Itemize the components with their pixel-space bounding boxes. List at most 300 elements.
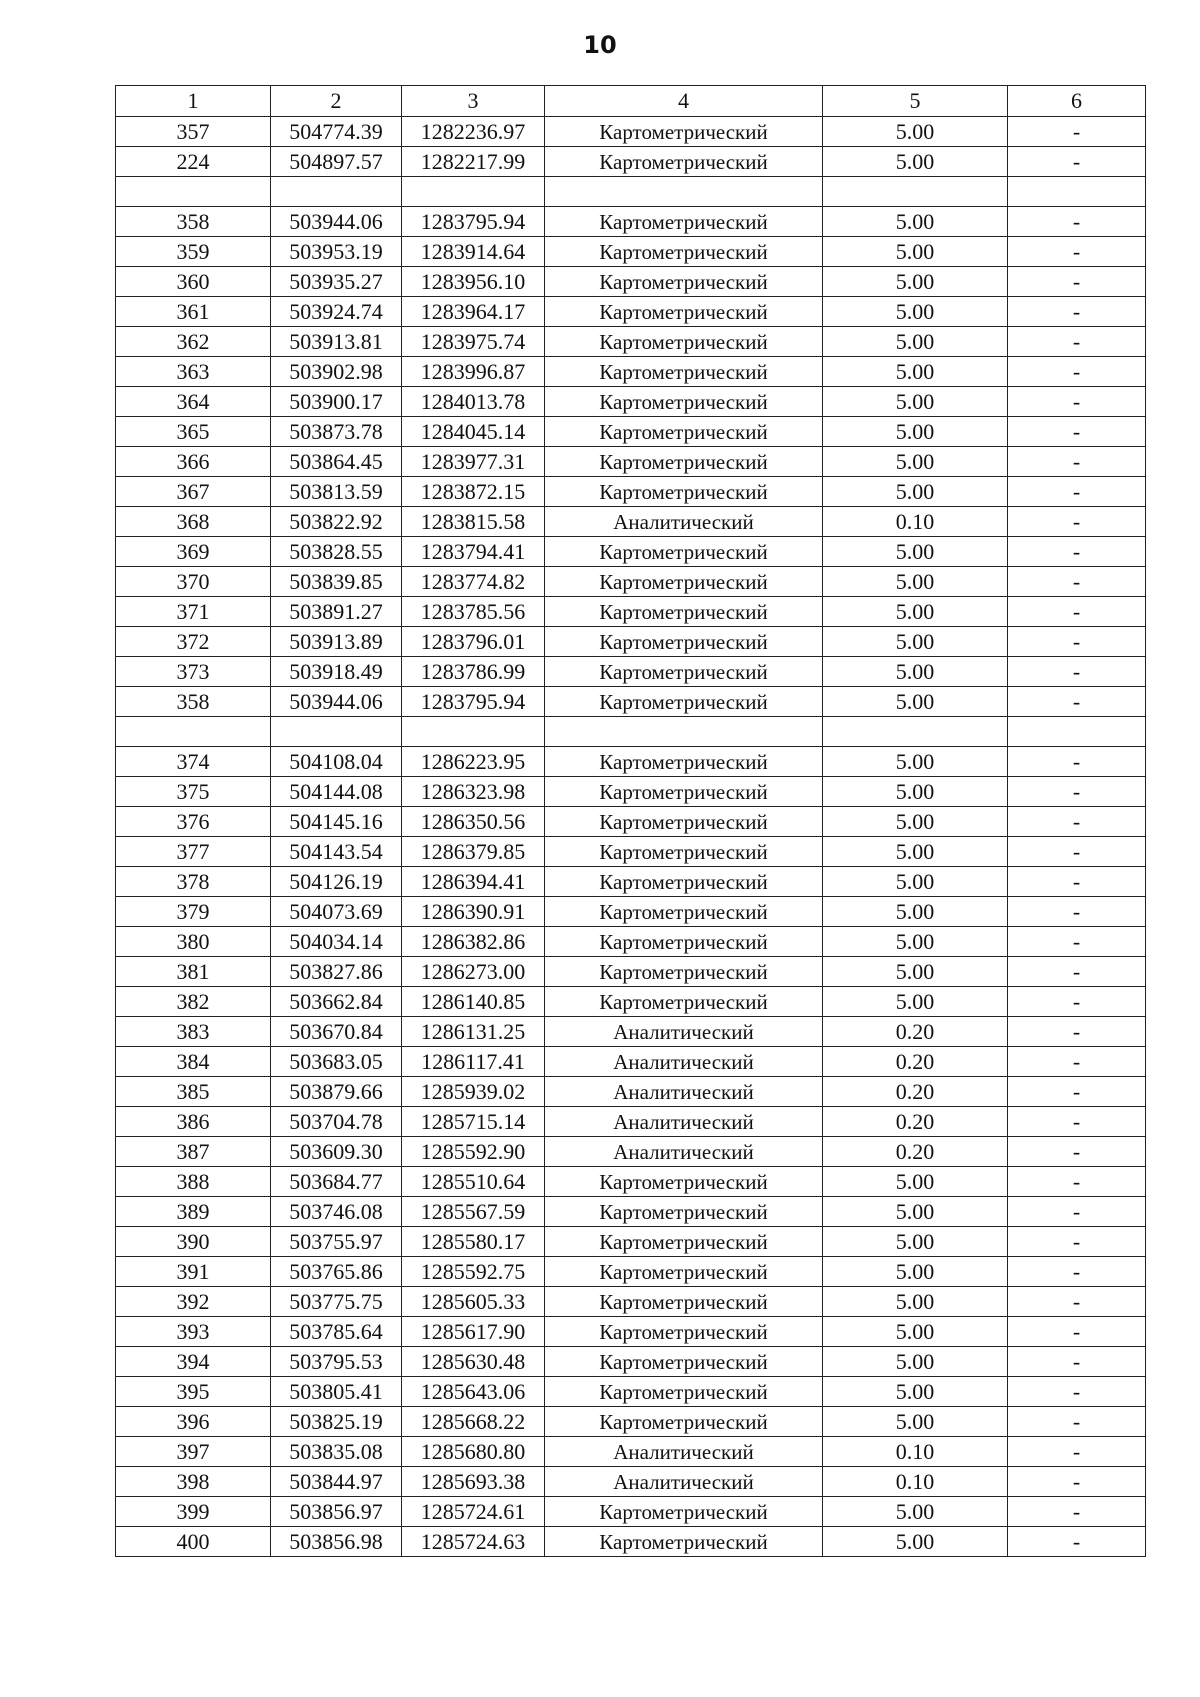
method-cell: Картометрический [545, 417, 823, 447]
note-cell: - [1008, 837, 1146, 867]
method-cell: Картометрический [545, 1347, 823, 1377]
point-number-cell: 388 [116, 1167, 271, 1197]
point-number-cell: 357 [116, 117, 271, 147]
table-row [116, 867, 1146, 897]
y-coordinate-cell: 1285715.14 [402, 1107, 545, 1137]
point-number-cell: 364 [116, 387, 271, 417]
note-cell: - [1008, 1527, 1146, 1557]
y-coordinate-cell: 1283996.87 [402, 357, 545, 387]
accuracy-cell: 5.00 [823, 1167, 1008, 1197]
note-cell: - [1008, 897, 1146, 927]
table-row [116, 297, 1146, 327]
note-cell: - [1008, 1227, 1146, 1257]
method-cell: Аналитический [545, 1467, 823, 1497]
method-cell: Картометрический [545, 837, 823, 867]
note-cell: - [1008, 357, 1146, 387]
accuracy-cell: 5.00 [823, 1347, 1008, 1377]
point-number-cell: 385 [116, 1077, 271, 1107]
column-header: 6 [1008, 86, 1146, 117]
table-row [116, 957, 1146, 987]
table-row [116, 1017, 1146, 1047]
accuracy-cell: 5.00 [823, 1197, 1008, 1227]
y-coordinate-cell [402, 717, 545, 747]
x-coordinate-cell: 503765.86 [271, 1257, 402, 1287]
method-cell: Аналитический [545, 1107, 823, 1137]
method-cell: Картометрический [545, 477, 823, 507]
column-header: 1 [116, 86, 271, 117]
y-coordinate-cell: 1285592.75 [402, 1257, 545, 1287]
x-coordinate-cell: 503785.64 [271, 1317, 402, 1347]
method-cell: Картометрический [545, 147, 823, 177]
point-number-cell: 374 [116, 747, 271, 777]
method-cell: Картометрический [545, 387, 823, 417]
x-coordinate-cell: 503755.97 [271, 1227, 402, 1257]
table-row [116, 1197, 1146, 1227]
table-row [116, 837, 1146, 867]
point-number-cell: 400 [116, 1527, 271, 1557]
accuracy-cell: 5.00 [823, 1257, 1008, 1287]
x-coordinate-cell: 504144.08 [271, 777, 402, 807]
note-cell: - [1008, 267, 1146, 297]
note-cell: - [1008, 1407, 1146, 1437]
table-row [116, 1377, 1146, 1407]
x-coordinate-cell: 503839.85 [271, 567, 402, 597]
point-number-cell [116, 177, 271, 207]
x-coordinate-cell: 504073.69 [271, 897, 402, 927]
method-cell: Картометрический [545, 597, 823, 627]
note-cell: - [1008, 597, 1146, 627]
column-header: 3 [402, 86, 545, 117]
table-row [116, 237, 1146, 267]
point-number-cell: 365 [116, 417, 271, 447]
note-cell: - [1008, 1497, 1146, 1527]
point-number-cell: 366 [116, 447, 271, 477]
y-coordinate-cell: 1282236.97 [402, 117, 545, 147]
x-coordinate-cell: 503775.75 [271, 1287, 402, 1317]
table-row [116, 1077, 1146, 1107]
table-row [116, 897, 1146, 927]
y-coordinate-cell: 1285724.63 [402, 1527, 545, 1557]
accuracy-cell: 5.00 [823, 327, 1008, 357]
table-row [116, 447, 1146, 477]
y-coordinate-cell: 1285630.48 [402, 1347, 545, 1377]
note-cell: - [1008, 807, 1146, 837]
method-cell: Картометрический [545, 957, 823, 987]
note-cell: - [1008, 1377, 1146, 1407]
point-number-cell: 386 [116, 1107, 271, 1137]
x-coordinate-cell: 503856.97 [271, 1497, 402, 1527]
point-number-cell: 379 [116, 897, 271, 927]
accuracy-cell: 5.00 [823, 957, 1008, 987]
method-cell: Картометрический [545, 927, 823, 957]
y-coordinate-cell: 1283774.82 [402, 567, 545, 597]
accuracy-cell: 5.00 [823, 417, 1008, 447]
accuracy-cell: 5.00 [823, 1287, 1008, 1317]
note-cell: - [1008, 387, 1146, 417]
point-number-cell: 363 [116, 357, 271, 387]
method-cell: Аналитический [545, 507, 823, 537]
table-body [116, 117, 1146, 1557]
table-row [116, 567, 1146, 597]
accuracy-cell: 5.00 [823, 537, 1008, 567]
method-cell: Аналитический [545, 1437, 823, 1467]
x-coordinate-cell [271, 177, 402, 207]
method-cell: Картометрический [545, 297, 823, 327]
y-coordinate-cell: 1286140.85 [402, 987, 545, 1017]
point-number-cell [116, 717, 271, 747]
point-number-cell: 380 [116, 927, 271, 957]
point-number-cell: 362 [116, 327, 271, 357]
table-row [116, 267, 1146, 297]
note-cell: - [1008, 1137, 1146, 1167]
table-row [116, 477, 1146, 507]
table-row [116, 1167, 1146, 1197]
accuracy-cell [823, 717, 1008, 747]
y-coordinate-cell: 1283815.58 [402, 507, 545, 537]
table-row [116, 1137, 1146, 1167]
x-coordinate-cell: 503902.98 [271, 357, 402, 387]
x-coordinate-cell: 503704.78 [271, 1107, 402, 1137]
x-coordinate-cell: 503670.84 [271, 1017, 402, 1047]
x-coordinate-cell: 503924.74 [271, 297, 402, 327]
method-cell: Картометрический [545, 867, 823, 897]
table-row [116, 177, 1146, 207]
y-coordinate-cell: 1283785.56 [402, 597, 545, 627]
note-cell: - [1008, 1017, 1146, 1047]
point-number-cell: 395 [116, 1377, 271, 1407]
note-cell: - [1008, 567, 1146, 597]
point-number-cell: 360 [116, 267, 271, 297]
note-cell: - [1008, 747, 1146, 777]
x-coordinate-cell: 503609.30 [271, 1137, 402, 1167]
x-coordinate-cell [271, 717, 402, 747]
note-cell: - [1008, 297, 1146, 327]
table-header-row [116, 86, 1146, 117]
column-header: 5 [823, 86, 1008, 117]
table-row [116, 987, 1146, 1017]
y-coordinate-cell: 1283796.01 [402, 627, 545, 657]
table-row [116, 537, 1146, 567]
x-coordinate-cell: 503844.97 [271, 1467, 402, 1497]
accuracy-cell: 5.00 [823, 147, 1008, 177]
note-cell: - [1008, 927, 1146, 957]
accuracy-cell: 5.00 [823, 687, 1008, 717]
y-coordinate-cell: 1285567.59 [402, 1197, 545, 1227]
accuracy-cell: 0.10 [823, 507, 1008, 537]
point-number-cell: 371 [116, 597, 271, 627]
note-cell: - [1008, 507, 1146, 537]
note-cell: - [1008, 1347, 1146, 1377]
accuracy-cell: 5.00 [823, 867, 1008, 897]
table-row [116, 777, 1146, 807]
x-coordinate-cell: 504108.04 [271, 747, 402, 777]
note-cell: - [1008, 867, 1146, 897]
note-cell [1008, 177, 1146, 207]
point-number-cell: 398 [116, 1467, 271, 1497]
method-cell: Картометрический [545, 567, 823, 597]
table-row [116, 147, 1146, 177]
method-cell: Аналитический [545, 1137, 823, 1167]
method-cell: Картометрический [545, 207, 823, 237]
point-number-cell: 381 [116, 957, 271, 987]
accuracy-cell: 0.20 [823, 1017, 1008, 1047]
note-cell: - [1008, 1047, 1146, 1077]
method-cell: Картометрический [545, 897, 823, 927]
note-cell: - [1008, 237, 1146, 267]
note-cell: - [1008, 957, 1146, 987]
x-coordinate-cell: 503828.55 [271, 537, 402, 567]
accuracy-cell: 5.00 [823, 987, 1008, 1017]
y-coordinate-cell: 1285580.17 [402, 1227, 545, 1257]
x-coordinate-cell: 503873.78 [271, 417, 402, 447]
point-number-cell: 378 [116, 867, 271, 897]
y-coordinate-cell: 1283795.94 [402, 687, 545, 717]
x-coordinate-cell: 503813.59 [271, 477, 402, 507]
y-coordinate-cell: 1286350.56 [402, 807, 545, 837]
method-cell: Картометрический [545, 267, 823, 297]
method-cell: Картометрический [545, 117, 823, 147]
x-coordinate-cell: 503822.92 [271, 507, 402, 537]
x-coordinate-cell: 503856.98 [271, 1527, 402, 1557]
y-coordinate-cell: 1284045.14 [402, 417, 545, 447]
x-coordinate-cell: 503835.08 [271, 1437, 402, 1467]
table-row [116, 1107, 1146, 1137]
point-number-cell: 375 [116, 777, 271, 807]
column-header: 2 [271, 86, 402, 117]
point-number-cell: 370 [116, 567, 271, 597]
accuracy-cell: 0.20 [823, 1137, 1008, 1167]
method-cell: Картометрический [545, 237, 823, 267]
accuracy-cell: 5.00 [823, 207, 1008, 237]
table-row [116, 117, 1146, 147]
x-coordinate-cell: 503684.77 [271, 1167, 402, 1197]
point-number-cell: 373 [116, 657, 271, 687]
x-coordinate-cell: 503953.19 [271, 237, 402, 267]
y-coordinate-cell: 1286382.86 [402, 927, 545, 957]
x-coordinate-cell: 504143.54 [271, 837, 402, 867]
y-coordinate-cell: 1285680.80 [402, 1437, 545, 1467]
y-coordinate-cell: 1286379.85 [402, 837, 545, 867]
point-number-cell: 384 [116, 1047, 271, 1077]
method-cell: Картометрический [545, 747, 823, 777]
y-coordinate-cell: 1285643.06 [402, 1377, 545, 1407]
x-coordinate-cell: 503864.45 [271, 447, 402, 477]
x-coordinate-cell: 503795.53 [271, 1347, 402, 1377]
note-cell: - [1008, 1197, 1146, 1227]
method-cell: Аналитический [545, 1047, 823, 1077]
method-cell: Картометрический [545, 1527, 823, 1557]
point-number-cell: 382 [116, 987, 271, 1017]
x-coordinate-cell: 504126.19 [271, 867, 402, 897]
accuracy-cell: 5.00 [823, 387, 1008, 417]
y-coordinate-cell: 1285724.61 [402, 1497, 545, 1527]
x-coordinate-cell: 503935.27 [271, 267, 402, 297]
y-coordinate-cell: 1285617.90 [402, 1317, 545, 1347]
x-coordinate-cell: 503891.27 [271, 597, 402, 627]
table-row [116, 1407, 1146, 1437]
point-number-cell: 387 [116, 1137, 271, 1167]
point-number-cell: 372 [116, 627, 271, 657]
method-cell: Картометрический [545, 327, 823, 357]
accuracy-cell: 5.00 [823, 927, 1008, 957]
y-coordinate-cell: 1285939.02 [402, 1077, 545, 1107]
method-cell: Аналитический [545, 1077, 823, 1107]
method-cell: Картометрический [545, 657, 823, 687]
note-cell: - [1008, 147, 1146, 177]
table-row [116, 1227, 1146, 1257]
accuracy-cell: 5.00 [823, 237, 1008, 267]
table-row [116, 357, 1146, 387]
table-row [116, 417, 1146, 447]
method-cell: Картометрический [545, 1257, 823, 1287]
y-coordinate-cell: 1283786.99 [402, 657, 545, 687]
point-number-cell: 399 [116, 1497, 271, 1527]
accuracy-cell: 5.00 [823, 1497, 1008, 1527]
y-coordinate-cell: 1283977.31 [402, 447, 545, 477]
x-coordinate-cell: 503944.06 [271, 687, 402, 717]
method-cell: Картометрический [545, 357, 823, 387]
x-coordinate-cell: 504034.14 [271, 927, 402, 957]
point-number-cell: 391 [116, 1257, 271, 1287]
note-cell: - [1008, 657, 1146, 687]
x-coordinate-cell: 503746.08 [271, 1197, 402, 1227]
accuracy-cell: 5.00 [823, 1377, 1008, 1407]
method-cell: Картометрический [545, 1497, 823, 1527]
method-cell: Картометрический [545, 1287, 823, 1317]
accuracy-cell: 5.00 [823, 357, 1008, 387]
point-number-cell: 389 [116, 1197, 271, 1227]
point-number-cell: 359 [116, 237, 271, 267]
accuracy-cell: 5.00 [823, 567, 1008, 597]
method-cell: Картометрический [545, 687, 823, 717]
y-coordinate-cell: 1286223.95 [402, 747, 545, 777]
y-coordinate-cell: 1286394.41 [402, 867, 545, 897]
table-row [116, 807, 1146, 837]
table-row [116, 387, 1146, 417]
x-coordinate-cell: 503662.84 [271, 987, 402, 1017]
x-coordinate-cell: 503805.41 [271, 1377, 402, 1407]
point-number-cell: 393 [116, 1317, 271, 1347]
note-cell: - [1008, 537, 1146, 567]
table-row [116, 207, 1146, 237]
table-row [116, 627, 1146, 657]
accuracy-cell: 5.00 [823, 627, 1008, 657]
note-cell: - [1008, 687, 1146, 717]
table-row [116, 1317, 1146, 1347]
table-row [116, 327, 1146, 357]
table-row [116, 687, 1146, 717]
x-coordinate-cell: 503944.06 [271, 207, 402, 237]
table-row [116, 927, 1146, 957]
note-cell: - [1008, 627, 1146, 657]
note-cell: - [1008, 117, 1146, 147]
coordinates-table [115, 85, 1146, 1557]
method-cell: Картометрический [545, 987, 823, 1017]
note-cell: - [1008, 777, 1146, 807]
accuracy-cell: 5.00 [823, 477, 1008, 507]
y-coordinate-cell: 1286273.00 [402, 957, 545, 987]
x-coordinate-cell: 503918.49 [271, 657, 402, 687]
y-coordinate-cell: 1285510.64 [402, 1167, 545, 1197]
accuracy-cell: 5.00 [823, 447, 1008, 477]
note-cell [1008, 717, 1146, 747]
point-number-cell: 367 [116, 477, 271, 507]
x-coordinate-cell: 504774.39 [271, 117, 402, 147]
table-row [116, 1047, 1146, 1077]
point-number-cell: 369 [116, 537, 271, 567]
accuracy-cell: 5.00 [823, 897, 1008, 927]
y-coordinate-cell: 1283956.10 [402, 267, 545, 297]
accuracy-cell: 0.20 [823, 1077, 1008, 1107]
y-coordinate-cell: 1285592.90 [402, 1137, 545, 1167]
x-coordinate-cell: 503913.81 [271, 327, 402, 357]
accuracy-cell: 0.10 [823, 1467, 1008, 1497]
method-cell: Картометрический [545, 1317, 823, 1347]
table-row [116, 1527, 1146, 1557]
x-coordinate-cell: 503825.19 [271, 1407, 402, 1437]
accuracy-cell: 5.00 [823, 1227, 1008, 1257]
accuracy-cell: 5.00 [823, 267, 1008, 297]
method-cell: Картометрический [545, 627, 823, 657]
table-row [116, 1467, 1146, 1497]
accuracy-cell: 5.00 [823, 807, 1008, 837]
method-cell: Картометрический [545, 1407, 823, 1437]
y-coordinate-cell: 1283964.17 [402, 297, 545, 327]
point-number-cell: 396 [116, 1407, 271, 1437]
x-coordinate-cell: 503827.86 [271, 957, 402, 987]
accuracy-cell: 5.00 [823, 747, 1008, 777]
note-cell: - [1008, 1257, 1146, 1287]
y-coordinate-cell: 1286117.41 [402, 1047, 545, 1077]
point-number-cell: 358 [116, 207, 271, 237]
note-cell: - [1008, 1467, 1146, 1497]
point-number-cell: 390 [116, 1227, 271, 1257]
method-cell: Картометрический [545, 1227, 823, 1257]
method-cell: Картометрический [545, 1377, 823, 1407]
x-coordinate-cell: 503879.66 [271, 1077, 402, 1107]
y-coordinate-cell: 1286131.25 [402, 1017, 545, 1047]
y-coordinate-cell: 1283794.41 [402, 537, 545, 567]
column-header: 4 [545, 86, 823, 117]
method-cell: Картометрический [545, 1197, 823, 1227]
note-cell: - [1008, 1437, 1146, 1467]
table-row [116, 1437, 1146, 1467]
y-coordinate-cell: 1284013.78 [402, 387, 545, 417]
point-number-cell: 368 [116, 507, 271, 537]
note-cell: - [1008, 417, 1146, 447]
note-cell: - [1008, 207, 1146, 237]
note-cell: - [1008, 1077, 1146, 1107]
accuracy-cell: 5.00 [823, 597, 1008, 627]
x-coordinate-cell: 504897.57 [271, 147, 402, 177]
method-cell: Картометрический [545, 807, 823, 837]
y-coordinate-cell: 1283975.74 [402, 327, 545, 357]
point-number-cell: 392 [116, 1287, 271, 1317]
note-cell: - [1008, 1167, 1146, 1197]
note-cell: - [1008, 477, 1146, 507]
table-row [116, 717, 1146, 747]
x-coordinate-cell: 504145.16 [271, 807, 402, 837]
note-cell: - [1008, 447, 1146, 477]
table-row [116, 597, 1146, 627]
y-coordinate-cell: 1286390.91 [402, 897, 545, 927]
point-number-cell: 358 [116, 687, 271, 717]
method-cell: Картометрический [545, 537, 823, 567]
y-coordinate-cell: 1285605.33 [402, 1287, 545, 1317]
point-number-cell: 224 [116, 147, 271, 177]
note-cell: - [1008, 1107, 1146, 1137]
table-row [116, 1497, 1146, 1527]
